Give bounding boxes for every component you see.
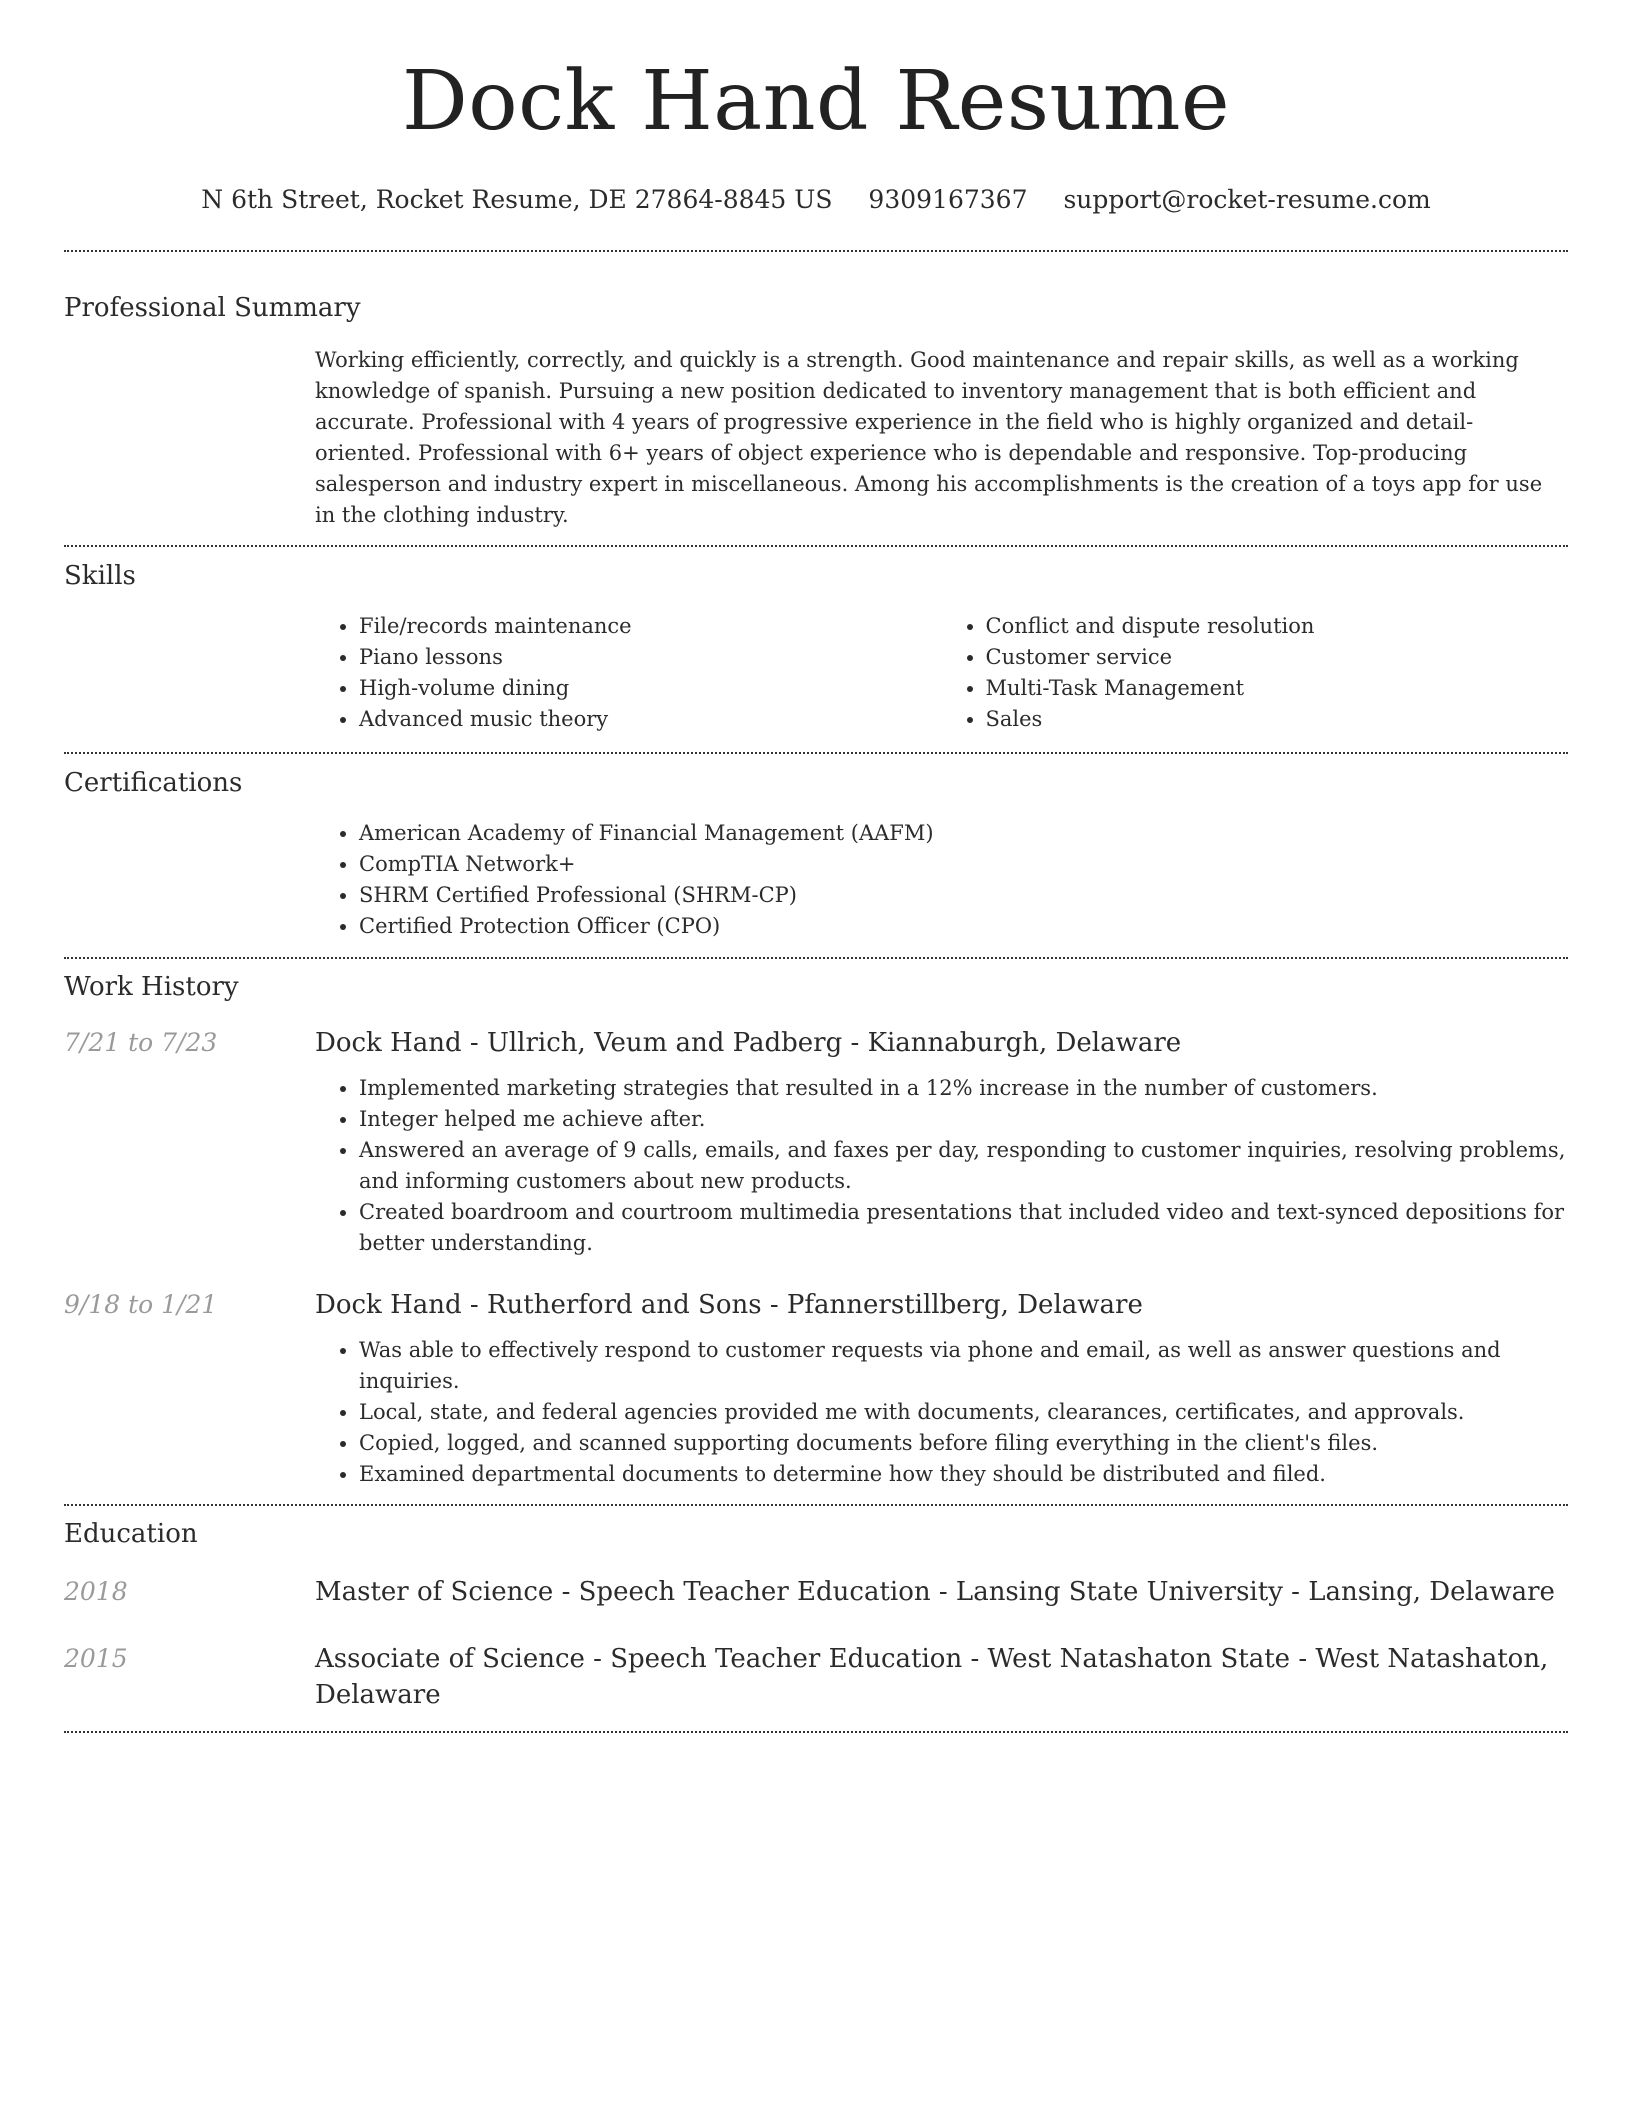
job-bullet: • Was able to effectively respond to customer requests via phone and email, as well as answer questions and inquiries. <box>359 1335 1568 1397</box>
education-degree: Master of Science - Speech Teacher Education - Lansing State University - Lansing, Delaware <box>315 1577 1555 1607</box>
job-dates: 7/21 to 7/23 <box>64 1028 218 1057</box>
skill-item: • Multi-Task Management <box>986 673 1569 704</box>
job-bullets <box>315 1073 1568 1259</box>
skills-list-right <box>942 611 1569 735</box>
job-dates: 9/18 to 1/21 <box>64 1290 218 1319</box>
skill-item: • Conflict and dispute resolution <box>986 611 1569 642</box>
contact-phone: 9309167367 <box>868 185 1028 214</box>
job-bullet: • Copied, logged, and scanned supporting documents before filing everything in the client's files. <box>359 1428 1568 1459</box>
job-entry <box>64 1287 1568 1504</box>
certification-item: • SHRM Certified Professional (SHRM-CP) <box>359 880 1568 911</box>
certification-item: • Certified Protection Officer (CPO) <box>359 911 1568 942</box>
education-entry <box>64 1641 1568 1731</box>
education-year: 2018 <box>64 1577 128 1606</box>
certification-item: • American Academy of Financial Management (AAFM) <box>359 818 1568 849</box>
contact-address: N 6th Street, Rocket Resume, DE 27864-8845 US <box>201 185 833 214</box>
section-education <box>64 1506 1568 1731</box>
certifications-list <box>315 818 1568 942</box>
job-bullet: • Local, state, and federal agencies provided me with documents, clearances, certificates, and approvals. <box>359 1397 1568 1428</box>
skill-item: • File/records maintenance <box>359 611 942 642</box>
section-heading: Professional Summary <box>64 293 361 323</box>
job-bullet: • Implemented marketing strategies that resulted in a 12% increase in the number of customers. <box>359 1073 1568 1104</box>
resume-title: Dock Hand Resume <box>402 54 1230 149</box>
skill-item: • Sales <box>986 704 1569 735</box>
education-year: 2015 <box>64 1644 128 1673</box>
skills-columns <box>315 611 1568 752</box>
job-title: Dock Hand - Rutherford and Sons - Pfannerstillberg, Delaware <box>315 1290 1143 1320</box>
section-certifications <box>64 754 1568 957</box>
section-heading: Education <box>64 1519 198 1549</box>
section-heading: Skills <box>64 561 136 591</box>
divider <box>64 1731 1568 1733</box>
skill-item: • Customer service <box>986 642 1569 673</box>
section-summary <box>64 252 1568 545</box>
education-entry <box>64 1574 1568 1610</box>
skill-item: • Advanced music theory <box>359 704 942 735</box>
job-bullets <box>315 1335 1568 1490</box>
skills-list-left <box>315 611 942 735</box>
contact-email: support@rocket-resume.com <box>1063 185 1431 214</box>
certification-item: • CompTIA Network+ <box>359 849 1568 880</box>
section-heading: Work History <box>64 972 239 1002</box>
section-heading: Certifications <box>64 768 243 798</box>
job-bullet: • Created boardroom and courtroom multimedia presentations that included video and text-synced depositions for better understanding. <box>359 1197 1568 1259</box>
section-skills <box>64 547 1568 752</box>
education-degree: Associate of Science - Speech Teacher Education - West Natashaton State - West Natashaton, Delaware <box>315 1644 1549 1710</box>
job-entry <box>64 1025 1568 1259</box>
certifications-body <box>315 818 1568 957</box>
section-work-history <box>64 959 1568 1504</box>
contact-line <box>64 182 1568 218</box>
job-title: Dock Hand - Ullrich, Veum and Padberg - Kiannaburgh, Delaware <box>315 1028 1182 1058</box>
job-bullet: • Answered an average of 9 calls, emails, and faxes per day, responding to customer inquiries, resolving problems, and informing customers about new products. <box>359 1135 1568 1197</box>
summary-text: Working efficiently, correctly, and quickly is a strength. Good maintenance and repair skills, as well as a working knowledge of spanish. Pursuing a new position dedicated to inventory management that is both efficient and accurate. Professional with 4 years of progressive experience in the field who is highly organized and detail-oriented. Professional with 6+ years of object experience who is dependable and responsive. Top-producing salesperson and industry expert in miscellaneous. Among his accomplishments is the creation of a toys app for use in the clothing industry. <box>315 348 1543 527</box>
job-bullet: • Integer helped me achieve after. <box>359 1104 1568 1135</box>
job-bullet: • Examined departmental documents to determine how they should be distributed and filed. <box>359 1459 1568 1490</box>
skill-item: • High-volume dining <box>359 673 942 704</box>
skill-item: • Piano lessons <box>359 642 942 673</box>
